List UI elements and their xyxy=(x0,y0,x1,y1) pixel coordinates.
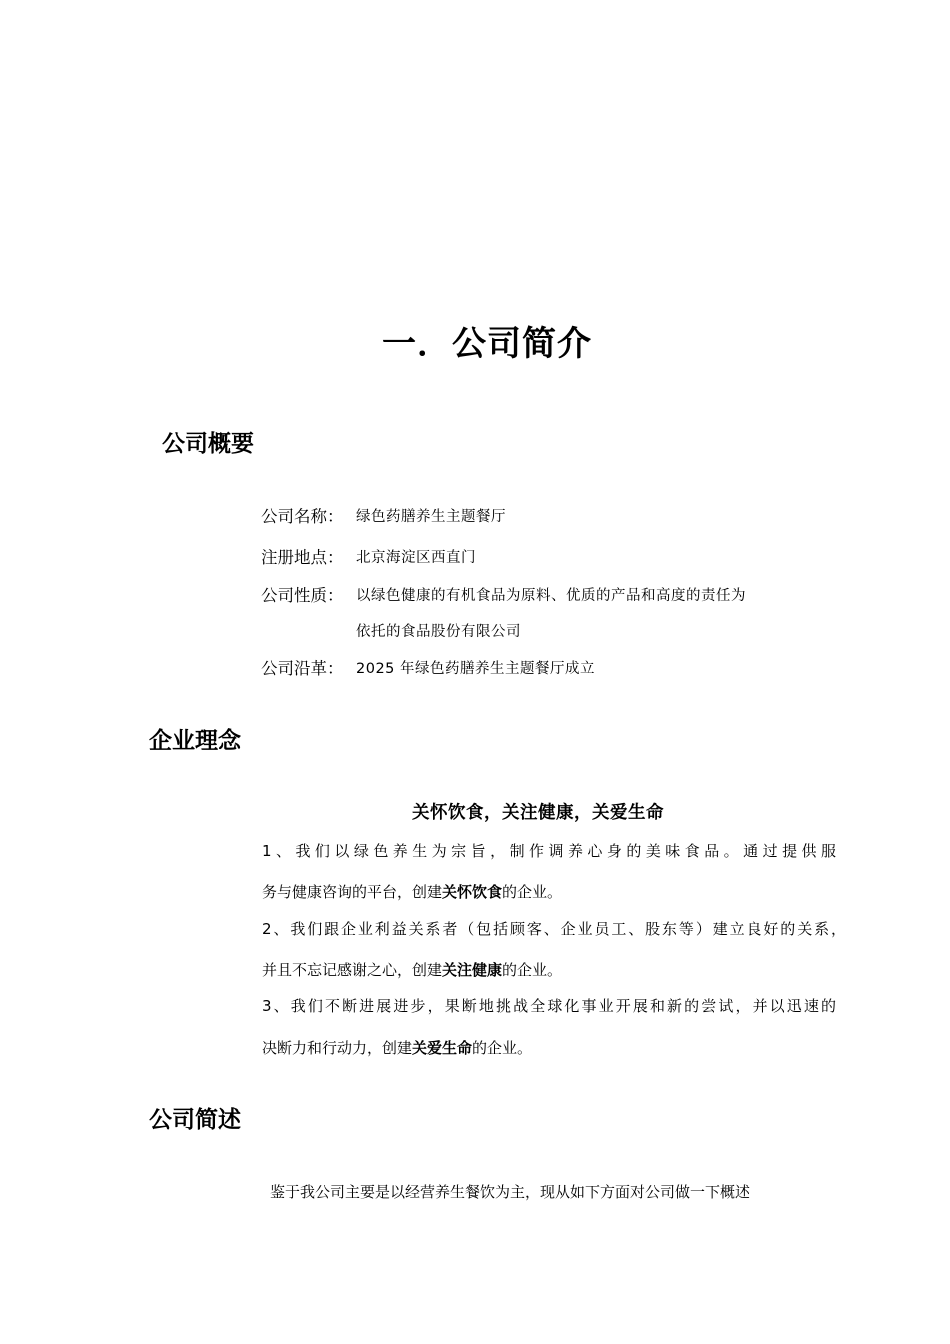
company-nature-value: 以绿色健康的有机食品为原料、优质的产品和高度的责任为 xyxy=(356,588,746,604)
section-heading-brief: 公司简述 xyxy=(149,1107,241,1133)
company-history-value: 2025 年绿色药膳养生主题餐厅成立 xyxy=(356,661,596,677)
company-nature-label: 公司性质： xyxy=(261,586,344,605)
company-name-label: 公司名称： xyxy=(261,507,344,526)
philosophy-item-3-keyword: 关爱生命 xyxy=(412,1039,473,1057)
philosophy-motto: 关怀饮食，关注健康，关爱生命 xyxy=(412,803,664,823)
registered-address-value: 北京海淀区西直门 xyxy=(356,550,476,566)
company-name-value: 绿色药膳养生主题餐厅 xyxy=(356,509,506,525)
section-heading-philosophy: 企业理念 xyxy=(149,728,241,754)
philosophy-item-1-keyword: 关怀饮食 xyxy=(442,883,503,901)
philosophy-item-2-keyword: 关注健康 xyxy=(442,961,503,979)
company-nature-value-continued: 依托的食品股份有限公司 xyxy=(356,624,521,640)
brief-text: 鉴于我公司主要是以经营养生餐饮为主，现从如下方面对公司做一下概述 xyxy=(270,1183,751,1201)
page-title: 一．公司简介 xyxy=(382,324,592,364)
philosophy-item-2-line2: 并且不忘记感谢之心，创建关注健康的企业。 xyxy=(262,961,563,979)
registered-address-label: 注册地点： xyxy=(261,548,344,567)
philosophy-item-3-line2: 决断力和行动力，创建关爱生命的企业。 xyxy=(262,1039,533,1057)
philosophy-item-2-line1: 2、我们跟企业利益关系者（包括顾客、企业员工、股东等）建立良好的关系， xyxy=(262,920,846,938)
company-history-label: 公司沿革： xyxy=(261,659,344,678)
section-heading-overview: 公司概要 xyxy=(162,431,254,457)
philosophy-item-3-line1: 3、我们不断进展进步，果断地挑战全球化事业开展和新的尝试，并以迅速的 xyxy=(262,997,836,1015)
philosophy-item-1-line2: 务与健康咨询的平台，创建关怀饮食的企业。 xyxy=(262,883,563,901)
philosophy-item-1-line1: 1、我们以绿色养生为宗旨，制作调养心身的美味食品。通过提供服 xyxy=(262,842,838,860)
